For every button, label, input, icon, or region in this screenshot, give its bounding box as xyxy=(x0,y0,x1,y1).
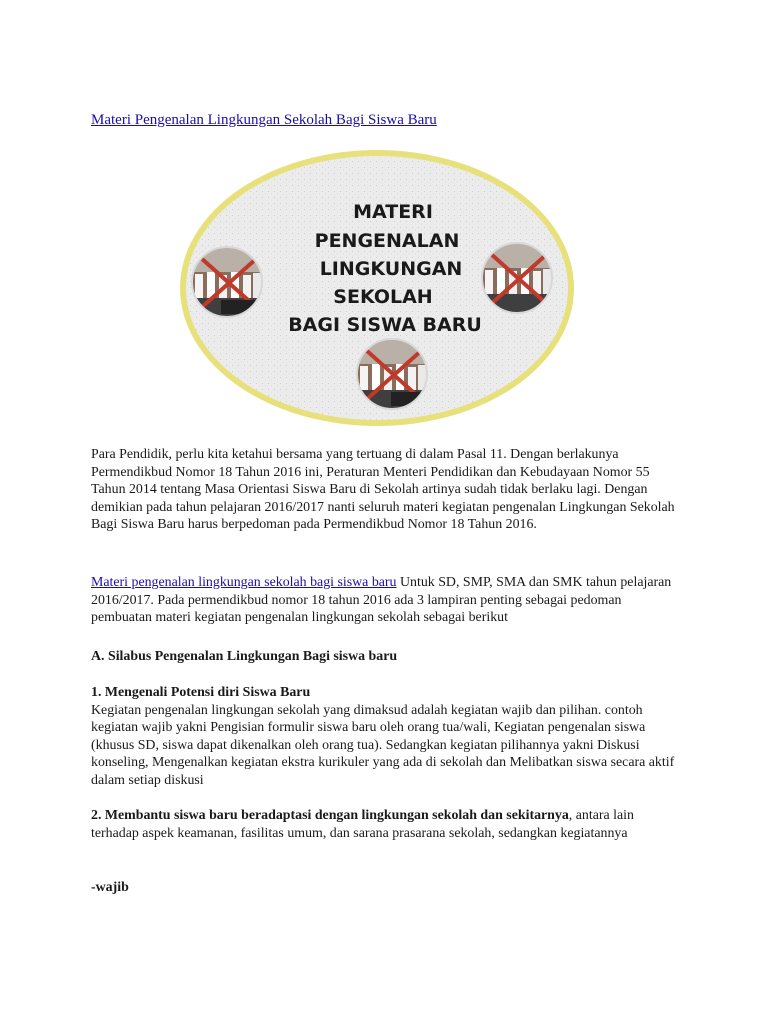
section-2 xyxy=(91,807,681,842)
banner-line-4: SEKOLAH xyxy=(333,286,433,308)
banner-image xyxy=(177,148,577,428)
banner-line-3: LINGKUNGAN xyxy=(319,258,463,280)
wajib-label: -wajib xyxy=(91,880,129,895)
inline-materi-link[interactable]: Materi pengenalan lingkungan sekolah bagi siswa baru xyxy=(91,575,397,590)
section-1-text: Kegiatan pengenalan lingkungan sekolah yang dimaksud adalah kegiatan wajib dan pilihan. contoh kegiatan wajib yakni Pengisian formulir siswa baru oleh orang tua/wali, Kegiatan pengenalan siswa (khusus SD, siswa dapat dikenalkan oleh orang tua). Sedangkan kegiatan pilihannya yakni Diskusi konseling, Mengenalkan kegiatan ekstra kurikuler yang ada di sekolah dan Melibatkan siswa secara aktif dalam setiap diskusi xyxy=(91,702,675,788)
second-paragraph xyxy=(91,574,681,627)
intro-paragraph: Para Pendidik, perlu kita ketahui bersama yang tertuang di dalam Pasal 11. Dengan berlakunya Permendikbud Nomor 18 Tahun 2016 ini, Peraturan Menteri Pendidikan dan Kebudayaan Nomor 55 Tahun 2014 tentang Masa Orientasi Siswa Baru di Sekolah artinya sudah tidak berlaku lagi. Dengan demikian pada tahun pelajaran 2016/2017 nanti seluruh materi kegiatan pengenalan Lingkungan Sekolah Bagi Siswa Baru harus berpedoman pada Permendikbud Nomor 18 Tahun 2016. xyxy=(91,447,675,532)
banner-line-1: MATERI xyxy=(353,201,433,223)
section-2-text: , antara lain terhadap aspek keamanan, fasilitas umum, dan sarana prasarana sekolah, sedangkan kegiatannya xyxy=(91,808,634,841)
title-link[interactable]: Materi Pengenalan Lingkungan Sekolah Bagi Siswa Baru xyxy=(91,112,437,128)
section-1 xyxy=(91,684,681,789)
second-paragraph-text: Untuk SD, SMP, SMA dan SMK tahun pelajaran 2016/2017. Pada permendikbud nomor 18 tahun 2016 ada 3 lampiran penting sebagai pedoman pembuatan materi kegiatan pengenalan lingkungan sekolah sebagai berikut xyxy=(91,575,672,625)
section-a-heading: A. Silabus Pengenalan Lingkungan Bagi siswa baru xyxy=(91,649,398,664)
section-1-heading: 1. Mengenali Potensi diri Siswa Baru xyxy=(91,685,311,700)
banner-line-5: BAGI SISWA BARU xyxy=(288,314,482,336)
banner-line-2: PENGENALAN xyxy=(314,230,460,252)
section-2-heading: 2. Membantu siswa baru beradaptasi dengan lingkungan sekolah dan sekitarnya xyxy=(91,808,569,823)
